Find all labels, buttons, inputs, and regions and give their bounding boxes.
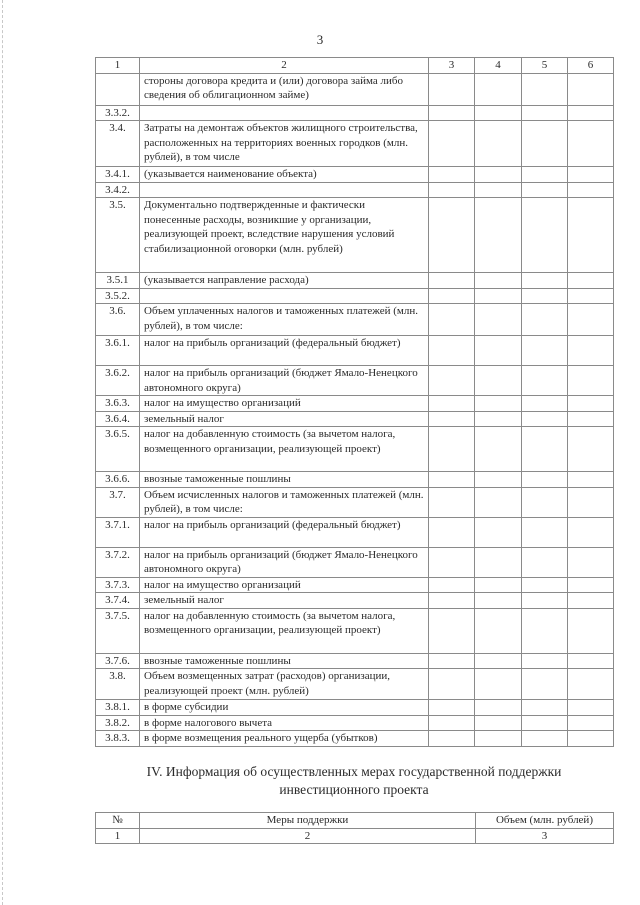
report-table-body bbox=[96, 58, 614, 747]
value-cell-col-5 bbox=[522, 396, 568, 412]
value-cell-col-6 bbox=[568, 304, 614, 336]
row-description-cell: земельный налог bbox=[140, 593, 429, 609]
row-description-cell: (указывается направление расхода) bbox=[140, 273, 429, 289]
row-number-cell: 3.7.6. bbox=[96, 653, 140, 669]
value-cell-col-6 bbox=[568, 547, 614, 577]
row-description-cell bbox=[140, 288, 429, 304]
table-row bbox=[96, 577, 614, 593]
value-cell-col-5 bbox=[522, 105, 568, 121]
value-cell-col-4 bbox=[475, 427, 522, 472]
row-description-cell: налог на добавленную стоимость (за вычетом налога, возмещенного организации, реализующей проект) bbox=[140, 427, 429, 472]
value-cell-col-5 bbox=[522, 653, 568, 669]
value-cell-col-3 bbox=[429, 517, 475, 547]
value-cell-col-3 bbox=[429, 366, 475, 396]
value-cell-col-4 bbox=[475, 121, 522, 167]
value-cell-col-4 bbox=[475, 608, 522, 653]
row-number-cell: 3.8. bbox=[96, 669, 140, 700]
table-row bbox=[96, 411, 614, 427]
value-cell-col-4 bbox=[475, 304, 522, 336]
value-cell-col-6 bbox=[568, 427, 614, 472]
value-cell-col-5 bbox=[522, 593, 568, 609]
value-cell-col-4 bbox=[475, 411, 522, 427]
value-cell-col-3 bbox=[429, 731, 475, 747]
value-cell-col-4 bbox=[475, 273, 522, 289]
row-description-cell: Документально подтвержденные и фактически понесенные расходы, возникшие у организации, реализующей проект, вследствие нарушения условий стабилизационной оговорки (млн. рублей) bbox=[140, 198, 429, 273]
value-cell-col-4 bbox=[475, 73, 522, 105]
row-number-cell: 3.8.2. bbox=[96, 715, 140, 731]
value-cell-col-5 bbox=[522, 304, 568, 336]
value-cell-col-6 bbox=[568, 715, 614, 731]
value-cell-col-3 bbox=[429, 593, 475, 609]
row-description-cell: налог на прибыль организаций (бюджет Ямало-Ненецкого автономного округа) bbox=[140, 547, 429, 577]
section-iv-heading bbox=[95, 763, 613, 799]
value-cell-col-5 bbox=[522, 487, 568, 517]
row-number-cell: 3.8.1. bbox=[96, 700, 140, 716]
header-cell: 3 bbox=[429, 58, 475, 74]
value-cell-col-5 bbox=[522, 336, 568, 366]
row-number-cell: 3.6.5. bbox=[96, 427, 140, 472]
value-cell-col-4 bbox=[475, 653, 522, 669]
row-number-cell: 3.6. bbox=[96, 304, 140, 336]
value-cell-col-6 bbox=[568, 608, 614, 653]
row-description-cell: ввозные таможенные пошлины bbox=[140, 472, 429, 488]
page-number: 3 bbox=[316, 32, 324, 47]
table-row bbox=[96, 288, 614, 304]
value-cell-col-3 bbox=[429, 304, 475, 336]
support-index-row bbox=[96, 828, 614, 844]
row-number-cell: 3.8.3. bbox=[96, 731, 140, 747]
row-number-cell bbox=[96, 73, 140, 105]
value-cell-col-6 bbox=[568, 273, 614, 289]
row-number-cell: 3.7.2. bbox=[96, 547, 140, 577]
header-cell-volume: Объем (млн. рублей) bbox=[476, 813, 614, 829]
value-cell-col-3 bbox=[429, 487, 475, 517]
value-cell-col-6 bbox=[568, 105, 614, 121]
value-cell-col-5 bbox=[522, 700, 568, 716]
row-number-cell: 3.7.1. bbox=[96, 517, 140, 547]
value-cell-col-6 bbox=[568, 288, 614, 304]
header-cell-measures: Меры поддержки bbox=[140, 813, 476, 829]
value-cell-col-6 bbox=[568, 336, 614, 366]
value-cell-col-5 bbox=[522, 669, 568, 700]
row-description-cell: Объем уплаченных налогов и таможенных платежей (млн. рублей), в том числе: bbox=[140, 304, 429, 336]
value-cell-col-4 bbox=[475, 517, 522, 547]
value-cell-col-3 bbox=[429, 608, 475, 653]
value-cell-col-4 bbox=[475, 336, 522, 366]
value-cell-col-3 bbox=[429, 288, 475, 304]
value-cell-col-3 bbox=[429, 273, 475, 289]
row-description-cell: налог на имущество организаций bbox=[140, 396, 429, 412]
table-row bbox=[96, 715, 614, 731]
value-cell-col-5 bbox=[522, 288, 568, 304]
value-cell-col-5 bbox=[522, 121, 568, 167]
table-row bbox=[96, 304, 614, 336]
row-description-cell: налог на прибыль организаций (федеральный бюджет) bbox=[140, 517, 429, 547]
value-cell-col-3 bbox=[429, 653, 475, 669]
row-description-cell: налог на добавленную стоимость (за вычетом налога, возмещенного организации, реализующей проект) bbox=[140, 608, 429, 653]
value-cell-col-5 bbox=[522, 517, 568, 547]
support-measures-table bbox=[95, 812, 614, 844]
report-table bbox=[95, 57, 614, 747]
table-row bbox=[96, 167, 614, 183]
row-number-cell: 3.7.4. bbox=[96, 593, 140, 609]
index-cell: 2 bbox=[140, 828, 476, 844]
value-cell-col-4 bbox=[475, 731, 522, 747]
row-description-cell: налог на прибыль организаций (бюджет Ямало-Ненецкого автономного округа) bbox=[140, 366, 429, 396]
page-margin-line bbox=[2, 0, 3, 905]
row-description-cell: Объем возмещенных затрат (расходов) организации, реализующей проект (млн. рублей) bbox=[140, 669, 429, 700]
value-cell-col-3 bbox=[429, 700, 475, 716]
value-cell-col-4 bbox=[475, 105, 522, 121]
header-cell: 4 bbox=[475, 58, 522, 74]
table-row bbox=[96, 731, 614, 747]
table-row bbox=[96, 121, 614, 167]
row-description-cell: Затраты на демонтаж объектов жилищного строительства, расположенных на территориях военных городков (млн. рублей), в том числе bbox=[140, 121, 429, 167]
section-iv-heading-line: инвестиционного проекта bbox=[279, 782, 429, 797]
value-cell-col-5 bbox=[522, 427, 568, 472]
value-cell-col-5 bbox=[522, 167, 568, 183]
table-row bbox=[96, 105, 614, 121]
value-cell-col-6 bbox=[568, 366, 614, 396]
row-number-cell: 3.4.1. bbox=[96, 167, 140, 183]
value-cell-col-3 bbox=[429, 336, 475, 366]
value-cell-col-3 bbox=[429, 472, 475, 488]
value-cell-col-3 bbox=[429, 577, 475, 593]
value-cell-col-6 bbox=[568, 411, 614, 427]
value-cell-col-3 bbox=[429, 182, 475, 198]
value-cell-col-6 bbox=[568, 593, 614, 609]
value-cell-col-4 bbox=[475, 669, 522, 700]
value-cell-col-3 bbox=[429, 411, 475, 427]
row-description-cell: налог на прибыль организаций (федеральный бюджет) bbox=[140, 336, 429, 366]
value-cell-col-5 bbox=[522, 366, 568, 396]
header-cell: 5 bbox=[522, 58, 568, 74]
table-row bbox=[96, 593, 614, 609]
value-cell-col-3 bbox=[429, 669, 475, 700]
value-cell-col-3 bbox=[429, 427, 475, 472]
table-row bbox=[96, 273, 614, 289]
row-description-cell: Объем исчисленных налогов и таможенных платежей (млн. рублей), в том числе: bbox=[140, 487, 429, 517]
row-number-cell: 3.7.5. bbox=[96, 608, 140, 653]
row-description-cell bbox=[140, 182, 429, 198]
table-row bbox=[96, 73, 614, 105]
value-cell-col-5 bbox=[522, 715, 568, 731]
header-cell: 2 bbox=[140, 58, 429, 74]
row-number-cell: 3.6.1. bbox=[96, 336, 140, 366]
value-cell-col-3 bbox=[429, 167, 475, 183]
value-cell-col-3 bbox=[429, 198, 475, 273]
value-cell-col-4 bbox=[475, 547, 522, 577]
row-number-cell: 3.4. bbox=[96, 121, 140, 167]
row-description-cell: (указывается наименование объекта) bbox=[140, 167, 429, 183]
value-cell-col-4 bbox=[475, 715, 522, 731]
table-row bbox=[96, 427, 614, 472]
row-number-cell: 3.3.2. bbox=[96, 105, 140, 121]
row-description-cell: земельный налог bbox=[140, 411, 429, 427]
value-cell-col-6 bbox=[568, 182, 614, 198]
table-row bbox=[96, 669, 614, 700]
row-number-cell: 3.5.2. bbox=[96, 288, 140, 304]
value-cell-col-5 bbox=[522, 731, 568, 747]
section-iv-heading-line: IV. Информация об осуществленных мерах государственной поддержки bbox=[146, 764, 562, 779]
value-cell-col-6 bbox=[568, 73, 614, 105]
value-cell-col-5 bbox=[522, 547, 568, 577]
value-cell-col-3 bbox=[429, 121, 475, 167]
value-cell-col-6 bbox=[568, 121, 614, 167]
value-cell-col-5 bbox=[522, 411, 568, 427]
table-row bbox=[96, 653, 614, 669]
table-row bbox=[96, 700, 614, 716]
row-number-cell: 3.5.1 bbox=[96, 273, 140, 289]
value-cell-col-5 bbox=[522, 577, 568, 593]
value-cell-col-6 bbox=[568, 396, 614, 412]
row-description-cell: налог на имущество организаций bbox=[140, 577, 429, 593]
row-number-cell: 3.4.2. bbox=[96, 182, 140, 198]
index-cell: 1 bbox=[96, 828, 140, 844]
value-cell-col-6 bbox=[568, 731, 614, 747]
header-cell-number: № bbox=[96, 813, 140, 829]
value-cell-col-6 bbox=[568, 669, 614, 700]
value-cell-col-4 bbox=[475, 396, 522, 412]
value-cell-col-6 bbox=[568, 700, 614, 716]
header-cell: 1 bbox=[96, 58, 140, 74]
row-description-cell: стороны договора кредита и (или) договора займа либо сведения об облигационном займе) bbox=[140, 73, 429, 105]
header-cell: 6 bbox=[568, 58, 614, 74]
value-cell-col-5 bbox=[522, 273, 568, 289]
table-row bbox=[96, 608, 614, 653]
value-cell-col-3 bbox=[429, 73, 475, 105]
value-cell-col-6 bbox=[568, 167, 614, 183]
table-row bbox=[96, 396, 614, 412]
row-number-cell: 3.6.4. bbox=[96, 411, 140, 427]
table-row bbox=[96, 487, 614, 517]
row-number-cell: 3.7. bbox=[96, 487, 140, 517]
value-cell-col-6 bbox=[568, 472, 614, 488]
value-cell-col-3 bbox=[429, 547, 475, 577]
value-cell-col-6 bbox=[568, 517, 614, 547]
value-cell-col-4 bbox=[475, 198, 522, 273]
table-row bbox=[96, 198, 614, 273]
value-cell-col-5 bbox=[522, 73, 568, 105]
value-cell-col-6 bbox=[568, 577, 614, 593]
value-cell-col-4 bbox=[475, 366, 522, 396]
table-row bbox=[96, 366, 614, 396]
value-cell-col-4 bbox=[475, 593, 522, 609]
value-cell-col-3 bbox=[429, 715, 475, 731]
row-description-cell: ввозные таможенные пошлины bbox=[140, 653, 429, 669]
value-cell-col-5 bbox=[522, 198, 568, 273]
value-cell-col-5 bbox=[522, 182, 568, 198]
row-number-cell: 3.6.6. bbox=[96, 472, 140, 488]
table-row bbox=[96, 517, 614, 547]
value-cell-col-6 bbox=[568, 198, 614, 273]
row-description-cell: в форме налогового вычета bbox=[140, 715, 429, 731]
value-cell-col-3 bbox=[429, 105, 475, 121]
value-cell-col-5 bbox=[522, 472, 568, 488]
row-number-cell: 3.5. bbox=[96, 198, 140, 273]
row-number-cell: 3.6.3. bbox=[96, 396, 140, 412]
value-cell-col-4 bbox=[475, 288, 522, 304]
support-header-row bbox=[96, 813, 614, 829]
row-description-cell bbox=[140, 105, 429, 121]
value-cell-col-5 bbox=[522, 608, 568, 653]
table-row bbox=[96, 472, 614, 488]
value-cell-col-4 bbox=[475, 167, 522, 183]
value-cell-col-4 bbox=[475, 472, 522, 488]
table-row bbox=[96, 182, 614, 198]
index-cell: 3 bbox=[476, 828, 614, 844]
value-cell-col-6 bbox=[568, 653, 614, 669]
table-row bbox=[96, 336, 614, 366]
table-header-row bbox=[96, 58, 614, 74]
value-cell-col-4 bbox=[475, 182, 522, 198]
row-description-cell: в форме возмещения реального ущерба (убытков) bbox=[140, 731, 429, 747]
value-cell-col-4 bbox=[475, 487, 522, 517]
row-number-cell: 3.7.3. bbox=[96, 577, 140, 593]
row-description-cell: в форме субсидии bbox=[140, 700, 429, 716]
value-cell-col-6 bbox=[568, 487, 614, 517]
row-number-cell: 3.6.2. bbox=[96, 366, 140, 396]
value-cell-col-3 bbox=[429, 396, 475, 412]
value-cell-col-4 bbox=[475, 577, 522, 593]
table-row bbox=[96, 547, 614, 577]
value-cell-col-4 bbox=[475, 700, 522, 716]
